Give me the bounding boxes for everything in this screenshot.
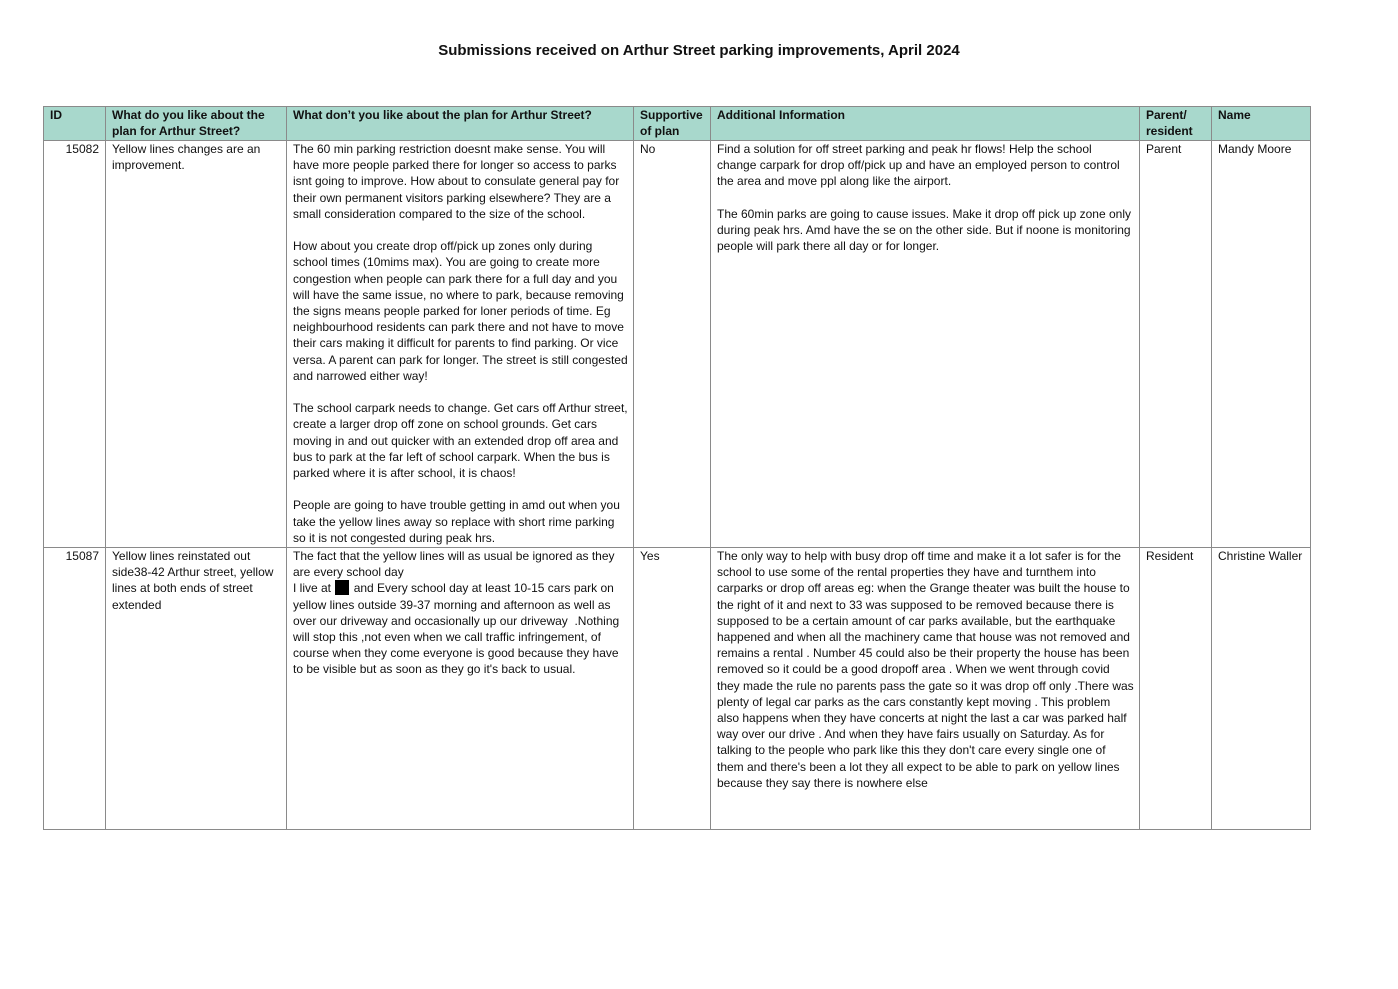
parent-resident-cell: Parent bbox=[1140, 141, 1212, 548]
submissions-table bbox=[43, 106, 1311, 830]
dislikes-text: and Every school day at least 10-15 cars park on yellow lines outside 39-37 morning and afternoon as well as over our driveway and occasionally up our driveway .Nothing will stop this ,not even when we call traffic infringement, of course when they come everyone is good because they have to be visible but as soon as they go it's back to usual. bbox=[293, 581, 623, 677]
likes-cell: Yellow lines reinstated out side38-42 Arthur street, yellow lines at both ends of street extended bbox=[106, 548, 287, 830]
dislikes-paragraph: People are going to have trouble getting in amd out when you take the yellow lines away so replace with short rime parking so it is not congested during peak hrs. bbox=[293, 498, 624, 545]
parent-resident-cell: Resident bbox=[1140, 548, 1212, 830]
dislikes-paragraph: The 60 min parking restriction doesnt make sense. You will have more people parked there for longer so access to parks isnt going to improve. How about to consulate general pay for their own permanent visitors parking elsewhere? They are a small consideration compared to the size of the school. bbox=[293, 142, 623, 221]
supportive-cell: Yes bbox=[634, 548, 711, 830]
table-row bbox=[44, 548, 1311, 830]
header-dislikes: What don’t you like about the plan for Arthur Street? bbox=[287, 107, 634, 141]
header-parent-resident: Parent/ resident bbox=[1140, 107, 1212, 141]
header-supportive: Supportive of plan bbox=[634, 107, 711, 141]
name-cell: Christine Waller bbox=[1212, 548, 1311, 830]
additional-info-paragraph: Find a solution for off street parking and peak hr flows! Help the school change carpark for drop off/pick up and have an employed person to control the area and move ppl along like the airport. bbox=[717, 142, 1124, 189]
dislikes-paragraph: How about you create drop off/pick up zones only during school times (10mims max). You are going to create more congestion when people can park there for a full day and you will have the same issue, no where to park, because removing the signs means people parked for loner periods of time. Eg neighbourhood residents can park there and not have to move their cars making it difficult for parents to find parking. Or vice versa. A parent can park for longer. The street is still congested and narrowed either way! bbox=[293, 239, 631, 383]
dislikes-paragraph bbox=[293, 580, 628, 677]
name-cell: Mandy Moore bbox=[1212, 141, 1311, 548]
header-likes: What do you like about the plan for Arthur Street? bbox=[106, 107, 287, 141]
dislikes-paragraph: The school carpark needs to change. Get cars off Arthur street, create a larger drop off zone on school grounds. Get cars moving in and out quicker with an extended drop off area and bus to park at the far left of school carpark. When the bus is parked where it is after school, it is chaos! bbox=[293, 401, 631, 481]
supportive-cell: No bbox=[634, 141, 711, 548]
redaction-box bbox=[335, 580, 349, 595]
table-row bbox=[44, 141, 1311, 548]
submission-id: 15082 bbox=[44, 141, 106, 548]
dislikes-cell bbox=[287, 141, 634, 548]
submission-id: 15087 bbox=[44, 548, 106, 830]
additional-info-paragraph: The 60min parks are going to cause issues. Make it drop off pick up zone only during peak hrs. Amd have the se on the other side. But if noone is monitoring people will park there all day or for longer. bbox=[717, 206, 1135, 254]
page-title: Submissions received on Arthur Street parking improvements, April 2024 bbox=[438, 42, 960, 59]
likes-cell: Yellow lines changes are an improvement. bbox=[106, 141, 287, 548]
additional-info-cell bbox=[711, 141, 1140, 548]
header-id: ID bbox=[44, 107, 106, 141]
additional-info-cell: The only way to help with busy drop off time and make it a lot safer is for the school to use some of the rental properties they have and turnthem into carparks or drop off areas eg: when the Grange theater was built the house to the right of it and next to 33 was supposed to be removed because there is supposed to be a certain amount of car parks available, but the earthquake happened and when all the machinery came that house was not removed and remains a rental . Number 45 could also be their property the house has been removed so it could be a good dropoff area . When we went through covid they made the rule no parents pass the gate so it was drop off only .There was plenty of legal car parks as the cars constantly kept moving . This problem also happens when they have concerts at night the last a car was parked half way over our drive . And when they have fairs usually on Saturday. As for talking to the people who park like this they don't care every single one of them and there's been a lot they all expect to be able to park on yellow lines because they say there is nowhere else bbox=[711, 548, 1140, 830]
dislikes-cell bbox=[287, 548, 634, 830]
header-additional-information: Additional Information bbox=[711, 107, 1140, 141]
header-row bbox=[44, 107, 1311, 141]
header-name: Name bbox=[1212, 107, 1311, 141]
dislikes-paragraph: The fact that the yellow lines will as usual be ignored as they are every school day bbox=[293, 549, 618, 580]
dislikes-text: I live at bbox=[293, 581, 335, 596]
